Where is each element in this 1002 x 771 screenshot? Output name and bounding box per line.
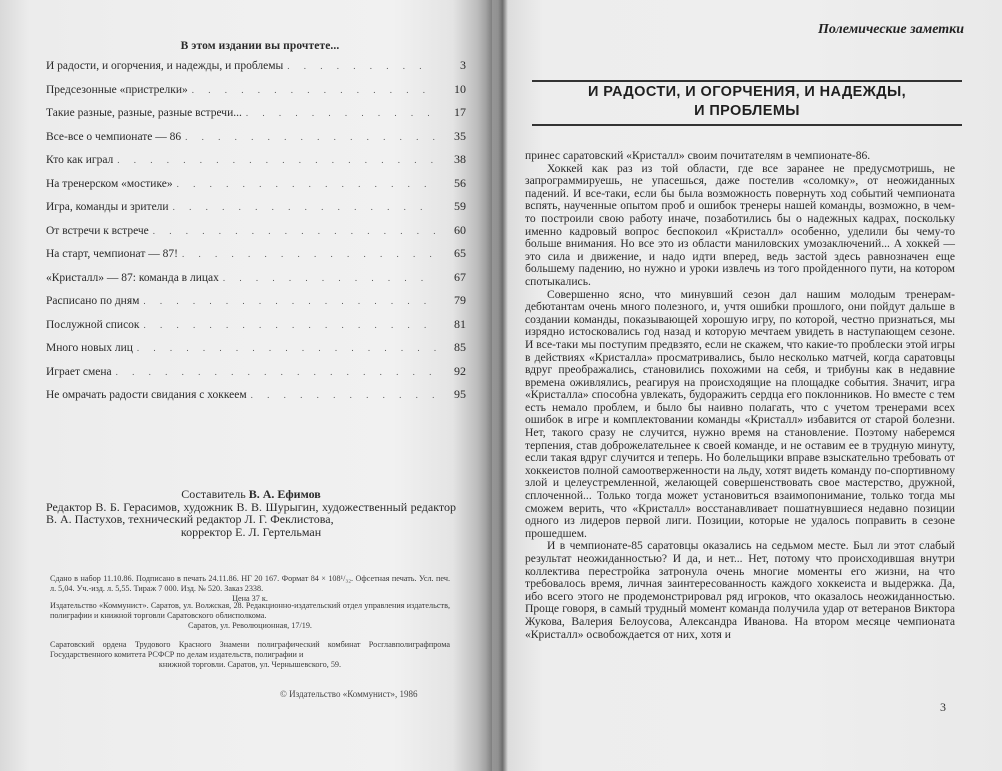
print-details: Сдано в набор 11.10.86. Подписано в печать 24.11.86. НГ 20 167. Формат 84 × 108¹/₃₂. Офсетная печать. Усл. печ. л. 5,04. Уч.-изд. л. 5,55. Тираж 7 000. Изд. № 520. Заказ 2338. — [50, 574, 450, 593]
toc-entry — [46, 364, 466, 388]
toc-entry — [46, 129, 466, 153]
page-number: 3 — [940, 700, 946, 714]
title-rule-bottom — [532, 124, 962, 126]
compiler-name: В. А. Ефимов — [248, 487, 321, 501]
article-body — [525, 150, 955, 641]
toc-entry-page: 95 — [454, 387, 466, 401]
leader-dots — [177, 179, 436, 189]
toc-heading: В этом издании вы прочтете... — [180, 40, 340, 52]
leader-dots — [182, 249, 436, 259]
leader-dots — [144, 320, 436, 330]
print-info — [50, 574, 450, 604]
toc-entry-title: Предсезонные «пристрелки» — [46, 83, 188, 96]
publisher-details: Издательство «Коммунист». Саратов, ул. Волжская, 28. Редакционно-издательский отдел управления издательств, полиграфии и книжной торговли Саратовского облисполкома. — [50, 601, 450, 620]
toc-entry-page: 10 — [454, 81, 466, 96]
publisher-info — [50, 601, 450, 631]
copyright-notice: © Издательство «Коммунист», 1986 — [280, 689, 418, 699]
leader-dots — [185, 132, 436, 142]
article-title-line2: И ПРОБЛЕМЫ — [694, 103, 800, 119]
leader-dots — [173, 202, 436, 212]
toc-entry — [46, 387, 466, 411]
toc-entry-title: Все-все о чемпионате — 86 — [46, 130, 182, 143]
article-title — [532, 83, 962, 121]
toc-entry-page: 60 — [454, 222, 466, 237]
toc-entry-title: На старт, чемпионат — 87! — [46, 248, 178, 260]
toc-entry-title: И радости, и огорчения, и надежды, и проблемы — [46, 60, 284, 72]
leader-dots — [192, 85, 436, 95]
leader-dots — [137, 343, 436, 353]
toc-entry — [46, 270, 466, 294]
staff-list-last: корректор Е. Л. Гертельман — [180, 524, 322, 539]
toc-entry-title: На тренерском «мостике» — [46, 177, 173, 190]
toc-entry-page: 92 — [454, 363, 466, 378]
toc-entry-page: 79 — [454, 293, 466, 307]
leader-dots — [117, 155, 436, 165]
toc-entry — [46, 105, 466, 129]
right-page — [492, 0, 1002, 771]
toc-entry — [46, 199, 466, 223]
paragraph: Хоккей как раз из той области, где все заранее не предусмотришь, не запрограммируешь, не упасешься, даже постелив «соломку», от неожиданных падений. И все-таки, если бы была возможность повернуть ход событий чемпионата вспять, наученные опытом проб и ошибок тренеры нашей команды, возможно, в чем-то построили свою работу иначе, позаботились бы о надежных кадрах, поскольку именно кадровый вопрос беспокоил «Кристалл» особенно, уделили бы чему-то больше внимания. Но все это из области маниловских умозаключений... А хоккей — это сила и движение, и надо идти вперед, ведь застой здесь равнозначен еще большему падению, но нужно и уроки извлечь из того пройденного пути, на котором спотыкались. — [525, 161, 955, 288]
table-of-contents — [46, 58, 466, 411]
toc-entry-title: Кто как играл — [46, 154, 114, 166]
leader-dots — [246, 108, 436, 118]
toc-entry — [46, 293, 466, 317]
left-page — [0, 0, 492, 771]
leader-dots — [143, 296, 436, 306]
paragraph: Совершенно ясно, что минувший сезон дал нашим молодым тренерам-дебютантам очень много полезного, и, учтя ошибки прошлого, они пойдут дальше в создании команды, показывающей хорошую игру, по которой, честно признаться, мы изрядно истосковались год назад и которую мечтаем увидеть в наступающем сезоне. И все-таки мы поступим предвзято, если не скажем, что какие-то проблески этой игры в действиях «Кристалла» просматривались, было несколько матчей, когда саратовцы вдруг преображались, становились похожими на себя, и трибуны как в недавние времена оживлялись, реагируя на происходящие на площадке события. Значит, игра «Кристалла» способна увлекать, будоражить сердца его поклонников. Но вместе с тем есть немало проблем, и было бы наивно полагать, что с учетом тренерами всех ошибок в игре и комплектовании команды «Кристалл» избавится от старой болезни. Нет, такого сразу не случится, нужно время на становление. Поэтому наберемся терпения, став доброжелательнее к своей команде, и не оставим ее в трудную минуту, если такая вдруг случится и теперь. Но болельщики вправе взыскательно требовать от хоккеистов полной самоотверженности на льду, хотят видеть команду по-спортивному злой и целеустремленной, желающей совершенствовать свое мастерство, дружной, сплоченной... Только тогда может установиться взаимопонимание, только тогда мы сможем верить, что «Кристалл» восстанавливает пошатнувшиеся недавно позиции одного из лидеров первой лиги. Позиции, которые не удалось поправить в сезоне прошедшем. — [525, 287, 955, 540]
toc-entry-title: От встречи к встрече — [46, 224, 149, 237]
leader-dots — [287, 61, 436, 71]
toc-entry-page: 35 — [454, 128, 466, 143]
toc-entry-page: 81 — [454, 316, 466, 331]
toc-entry-title: Послужной список — [46, 318, 140, 331]
toc-entry-title: Играет смена — [46, 365, 112, 378]
leader-dots — [153, 226, 436, 236]
toc-entry — [46, 82, 466, 106]
paragraph: И в чемпионате-85 саратовцы оказались на седьмом месте. Был ли этот слабый результат неожиданностью? И да, и нет... Нет, потому что происходившая внутри коллектива перестройка затронула очень многие моменты его жизни, на что требовалось время, личная заинтересованность каждого хоккеиста и выдержка. Да, ибо всего этого не продемонстрировал ряд игроков, что оказалось неожиданностью. Проще говоря, в самый трудный момент команда получила удар от ветеранов Виктора Жукова, Валерия Белоусова, Александра Иванова. На втором месяце чемпионата «Кристалл» освобождается от них, хотя и — [525, 539, 955, 641]
printer-info — [50, 640, 450, 670]
toc-entry — [46, 246, 466, 270]
toc-entry — [46, 223, 466, 247]
toc-entry-title: «Кристалл» — 87: команда в лицах — [46, 271, 219, 284]
toc-entry-title: Много новых лиц — [46, 342, 133, 354]
toc-entry-page: 38 — [454, 152, 466, 166]
staff-list: Редактор В. Б. Герасимов, художник В. В. Шурыгин, художественный редактор В. А. Пастухов, технический редактор Л. Г. Феклистова, — [46, 499, 456, 526]
toc-entry-page: 85 — [454, 340, 466, 354]
toc-entry-page: 56 — [454, 175, 466, 190]
compiler-label: Составитель — [181, 487, 246, 501]
article-title-line1: И РАДОСТИ, И ОГОРЧЕНИЯ, И НАДЕЖДЫ, — [587, 84, 907, 100]
toc-entry — [46, 152, 466, 176]
toc-entry — [46, 176, 466, 200]
price: Цена 37 к. — [232, 594, 268, 603]
publisher-address: Саратов, ул. Революционная, 17/19. — [188, 621, 312, 630]
running-head: Полемические заметки — [817, 22, 964, 37]
leader-dots — [116, 367, 436, 377]
toc-entry — [46, 317, 466, 341]
toc-entry-title: Не омрачать радости свидания с хоккеем — [46, 389, 247, 401]
leader-dots — [251, 390, 436, 400]
toc-entry-page: 17 — [454, 105, 466, 119]
leader-dots — [223, 273, 436, 283]
toc-entry — [46, 58, 466, 82]
paragraph: принес саратовский «Кристалл» своим почитателям в чемпионате-86. — [525, 149, 871, 162]
toc-entry-title: Такие разные, разные, разные встречи... — [46, 107, 242, 119]
toc-entry-page: 67 — [454, 269, 466, 284]
toc-entry-title: Игра, команды и зрители — [46, 201, 169, 213]
toc-entry-page: 59 — [454, 199, 466, 213]
compiler-line — [46, 488, 456, 501]
printer-details: Саратовский ордена Трудового Красного Знамени полиграфический комбинат Росглавполиграфпрома Государственного комитета РСФСР по делам издательств, полиграфии и — [50, 640, 450, 659]
printer-address: книжной торговли. Саратов, ул. Чернышевского, 59. — [158, 660, 342, 669]
toc-entry-title: Расписано по дням — [46, 295, 140, 307]
toc-entry-page: 65 — [454, 246, 466, 260]
title-rule-top — [532, 80, 962, 82]
credits-block — [46, 488, 456, 538]
toc-entry-page: 3 — [460, 58, 466, 72]
toc-entry — [46, 340, 466, 364]
